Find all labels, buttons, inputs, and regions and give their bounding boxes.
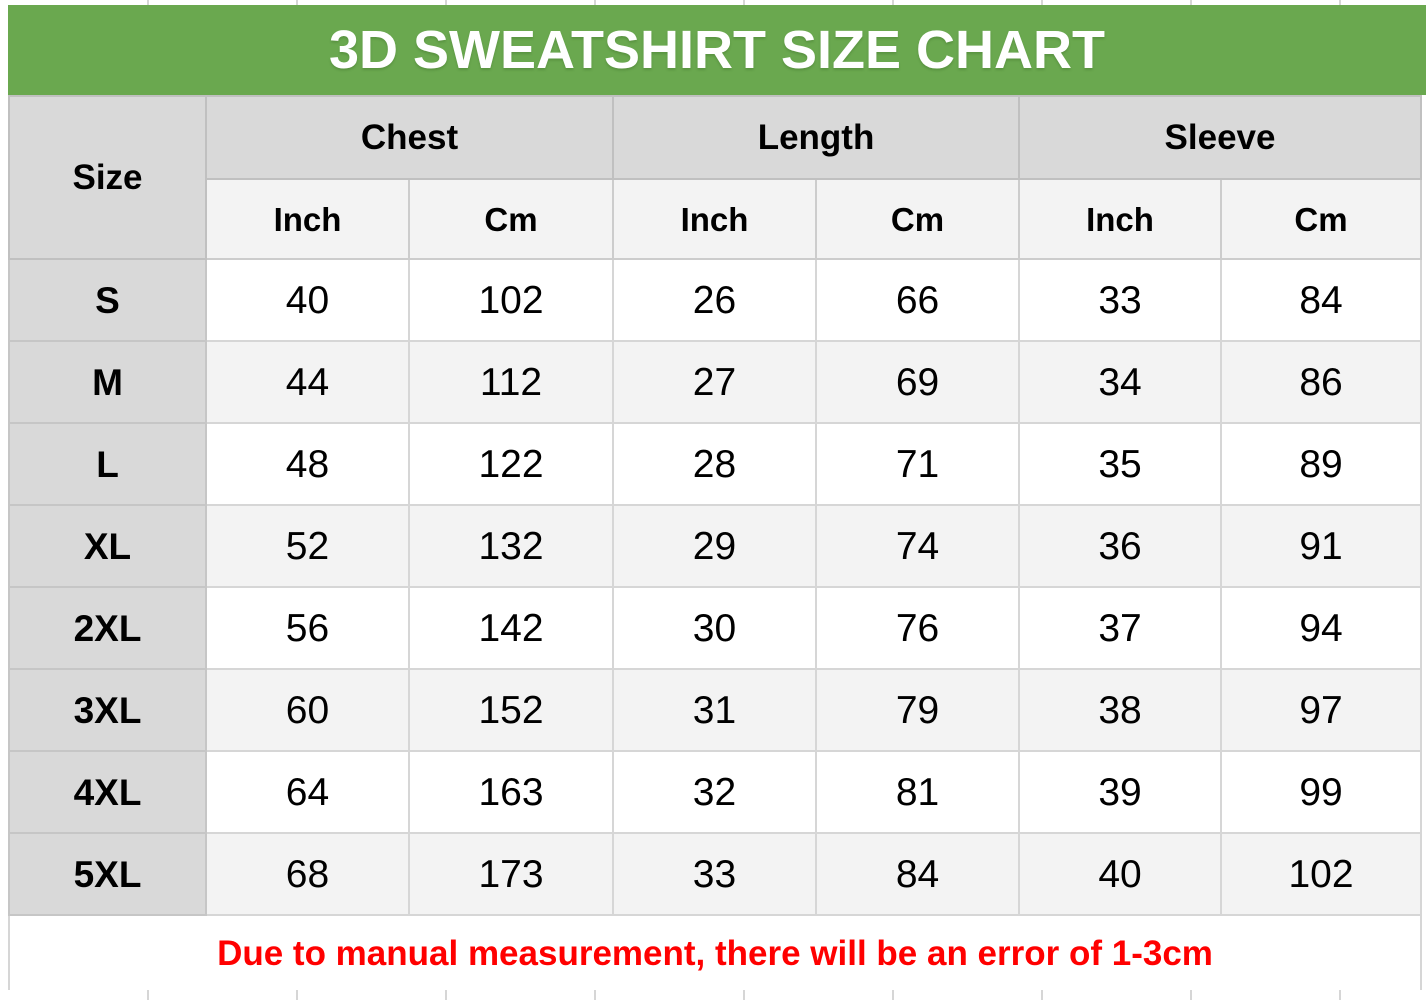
length-inch-header: Inch <box>613 179 816 259</box>
note-row <box>9 915 1421 991</box>
size-label: S <box>9 259 206 341</box>
chest-cm-header: Cm <box>409 179 613 259</box>
cell-length-cm: 76 <box>816 587 1019 669</box>
sheet-gridline-strip-bottom <box>0 990 1428 1000</box>
cell-sleeve-inch: 40 <box>1019 833 1221 915</box>
cell-sleeve-inch: 33 <box>1019 259 1221 341</box>
cell-sleeve-cm: 89 <box>1221 423 1421 505</box>
cell-chest-cm: 122 <box>409 423 613 505</box>
cell-length-inch: 28 <box>613 423 816 505</box>
size-label: 2XL <box>9 587 206 669</box>
size-column-header: Size <box>9 96 206 259</box>
cell-chest-inch: 44 <box>206 341 409 423</box>
cell-chest-cm: 102 <box>409 259 613 341</box>
cell-length-inch: 31 <box>613 669 816 751</box>
cell-length-cm: 66 <box>816 259 1019 341</box>
cell-sleeve-inch: 35 <box>1019 423 1221 505</box>
cell-sleeve-inch: 36 <box>1019 505 1221 587</box>
cell-sleeve-cm: 86 <box>1221 341 1421 423</box>
cell-chest-inch: 68 <box>206 833 409 915</box>
size-label: 5XL <box>9 833 206 915</box>
cell-length-cm: 69 <box>816 341 1019 423</box>
cell-chest-cm: 152 <box>409 669 613 751</box>
cell-chest-cm: 142 <box>409 587 613 669</box>
cell-sleeve-cm: 91 <box>1221 505 1421 587</box>
size-label: M <box>9 341 206 423</box>
cell-chest-inch: 40 <box>206 259 409 341</box>
cell-sleeve-cm: 84 <box>1221 259 1421 341</box>
cell-sleeve-cm: 97 <box>1221 669 1421 751</box>
cell-chest-cm: 112 <box>409 341 613 423</box>
chart-title: 3D SWEATSHIRT SIZE CHART <box>328 20 1105 80</box>
cell-length-inch: 33 <box>613 833 816 915</box>
table-row-l <box>9 423 1421 505</box>
cell-sleeve-inch: 34 <box>1019 341 1221 423</box>
cell-chest-inch: 56 <box>206 587 409 669</box>
sleeve-group-header: Sleeve <box>1019 96 1421 179</box>
unit-header-row <box>9 179 1421 259</box>
chest-group-header: Chest <box>206 96 613 179</box>
cell-sleeve-cm: 102 <box>1221 833 1421 915</box>
size-table <box>8 95 1422 992</box>
cell-length-inch: 26 <box>613 259 816 341</box>
table-row-m <box>9 341 1421 423</box>
cell-chest-inch: 64 <box>206 751 409 833</box>
measurement-note: Due to manual measurement, there will be an error of 1-3cm <box>9 915 1421 991</box>
cell-length-cm: 84 <box>816 833 1019 915</box>
cell-length-inch: 29 <box>613 505 816 587</box>
table-row-4xl <box>9 751 1421 833</box>
table-row-xl <box>9 505 1421 587</box>
cell-chest-inch: 60 <box>206 669 409 751</box>
table-row-s <box>9 259 1421 341</box>
length-cm-header: Cm <box>816 179 1019 259</box>
cell-length-inch: 32 <box>613 751 816 833</box>
size-label: XL <box>9 505 206 587</box>
length-group-header: Length <box>613 96 1019 179</box>
table-row-3xl <box>9 669 1421 751</box>
sleeve-cm-header: Cm <box>1221 179 1421 259</box>
cell-length-inch: 30 <box>613 587 816 669</box>
cell-sleeve-cm: 99 <box>1221 751 1421 833</box>
cell-sleeve-inch: 38 <box>1019 669 1221 751</box>
cell-chest-cm: 132 <box>409 505 613 587</box>
cell-length-cm: 81 <box>816 751 1019 833</box>
chart-title-bar <box>8 5 1426 95</box>
cell-sleeve-cm: 94 <box>1221 587 1421 669</box>
chest-inch-header: Inch <box>206 179 409 259</box>
table-row-5xl <box>9 833 1421 915</box>
cell-length-cm: 79 <box>816 669 1019 751</box>
size-chart <box>8 5 1426 992</box>
cell-chest-inch: 52 <box>206 505 409 587</box>
size-label: 4XL <box>9 751 206 833</box>
cell-chest-inch: 48 <box>206 423 409 505</box>
table-row-2xl <box>9 587 1421 669</box>
cell-length-inch: 27 <box>613 341 816 423</box>
cell-sleeve-inch: 37 <box>1019 587 1221 669</box>
cell-chest-cm: 173 <box>409 833 613 915</box>
size-label: 3XL <box>9 669 206 751</box>
cell-chest-cm: 163 <box>409 751 613 833</box>
cell-sleeve-inch: 39 <box>1019 751 1221 833</box>
cell-length-cm: 74 <box>816 505 1019 587</box>
cell-length-cm: 71 <box>816 423 1019 505</box>
group-header-row <box>9 96 1421 179</box>
sleeve-inch-header: Inch <box>1019 179 1221 259</box>
size-label: L <box>9 423 206 505</box>
